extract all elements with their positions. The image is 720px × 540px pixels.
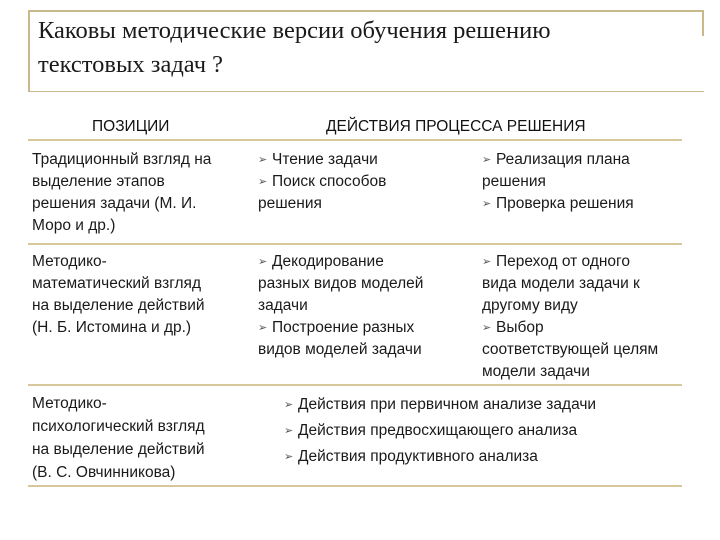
actions-cell-traditional-2	[482, 149, 634, 215]
arrowhead-bullet-icon: ➢	[482, 154, 492, 166]
action-item: Переход от одного	[496, 253, 630, 270]
position-line: на выделение действий	[32, 441, 205, 458]
position-line: математический взгляд	[32, 275, 201, 292]
action-item: Чтение задачи	[272, 151, 378, 168]
actions-cell-traditional-1	[258, 149, 386, 215]
position-line: (Н. Б. Истомина и др.)	[32, 319, 192, 336]
arrowhead-bullet-icon: ➢	[284, 399, 294, 411]
column-header-actions: ДЕЙСТВИЯ ПРОЦЕССА РЕШЕНИЯ	[326, 118, 586, 135]
row-divider-3	[28, 485, 682, 487]
position-line: психологический взгляд	[32, 418, 205, 435]
action-item: Реализация плана	[496, 151, 630, 168]
header-divider	[28, 139, 682, 141]
action-item: Декодирование	[272, 253, 384, 270]
arrowhead-bullet-icon: ➢	[258, 322, 268, 334]
position-line: решения задачи (М. И.	[32, 195, 197, 212]
position-cell-math	[32, 251, 205, 339]
arrowhead-bullet-icon: ➢	[258, 176, 268, 188]
position-cell-psych	[32, 392, 205, 484]
action-item-continuation: решения	[258, 195, 322, 212]
action-item-continuation: разных видов моделей	[258, 275, 424, 292]
action-item: Проверка решения	[496, 195, 634, 212]
actions-cell-math-1	[258, 251, 423, 361]
action-item: Построение разных	[272, 319, 415, 336]
action-item: Выбор	[496, 319, 544, 336]
slide-title	[38, 14, 698, 82]
row-divider-2	[28, 384, 682, 386]
position-line: (В. С. Овчинникова)	[32, 464, 176, 481]
row-divider-1	[28, 243, 682, 245]
arrowhead-bullet-icon: ➢	[284, 451, 294, 463]
position-line: Методико-	[32, 253, 107, 270]
position-line: Методико-	[32, 395, 107, 412]
actions-cell-math-2	[482, 251, 658, 383]
action-item-continuation: соответствующей целям	[482, 341, 659, 358]
action-item-continuation: модели задачи	[482, 363, 590, 380]
action-item: Действия при первичном анализе задачи	[298, 396, 597, 413]
arrowhead-bullet-icon: ➢	[482, 322, 492, 334]
position-cell-traditional	[32, 149, 211, 237]
action-item: Действия предвосхищающего анализа	[298, 422, 578, 439]
position-line: Традиционный взгляд на	[32, 151, 212, 168]
arrowhead-bullet-icon: ➢	[258, 256, 268, 268]
position-line: на выделение действий	[32, 297, 205, 314]
action-item-continuation: решения	[482, 173, 546, 190]
action-item-continuation: вида модели задачи к	[482, 275, 640, 292]
position-line: выделение этапов	[32, 173, 165, 190]
title-line-1: Каковы методические версии обучения решению	[38, 17, 551, 44]
arrowhead-bullet-icon: ➢	[284, 425, 294, 437]
action-item: Действия продуктивного анализа	[298, 448, 538, 465]
actions-cell-psych	[284, 392, 596, 470]
position-line: Моро и др.)	[32, 217, 116, 234]
action-item-continuation: задачи	[258, 297, 308, 314]
title-line-2: текстовых задач ?	[38, 51, 224, 78]
column-header-positions: ПОЗИЦИИ	[92, 118, 170, 135]
arrowhead-bullet-icon: ➢	[258, 154, 268, 166]
action-item: Поиск способов	[272, 173, 387, 190]
arrowhead-bullet-icon: ➢	[482, 198, 492, 210]
arrowhead-bullet-icon: ➢	[482, 256, 492, 268]
action-item-continuation: другому виду	[482, 297, 578, 314]
action-item-continuation: видов моделей задачи	[258, 341, 422, 358]
